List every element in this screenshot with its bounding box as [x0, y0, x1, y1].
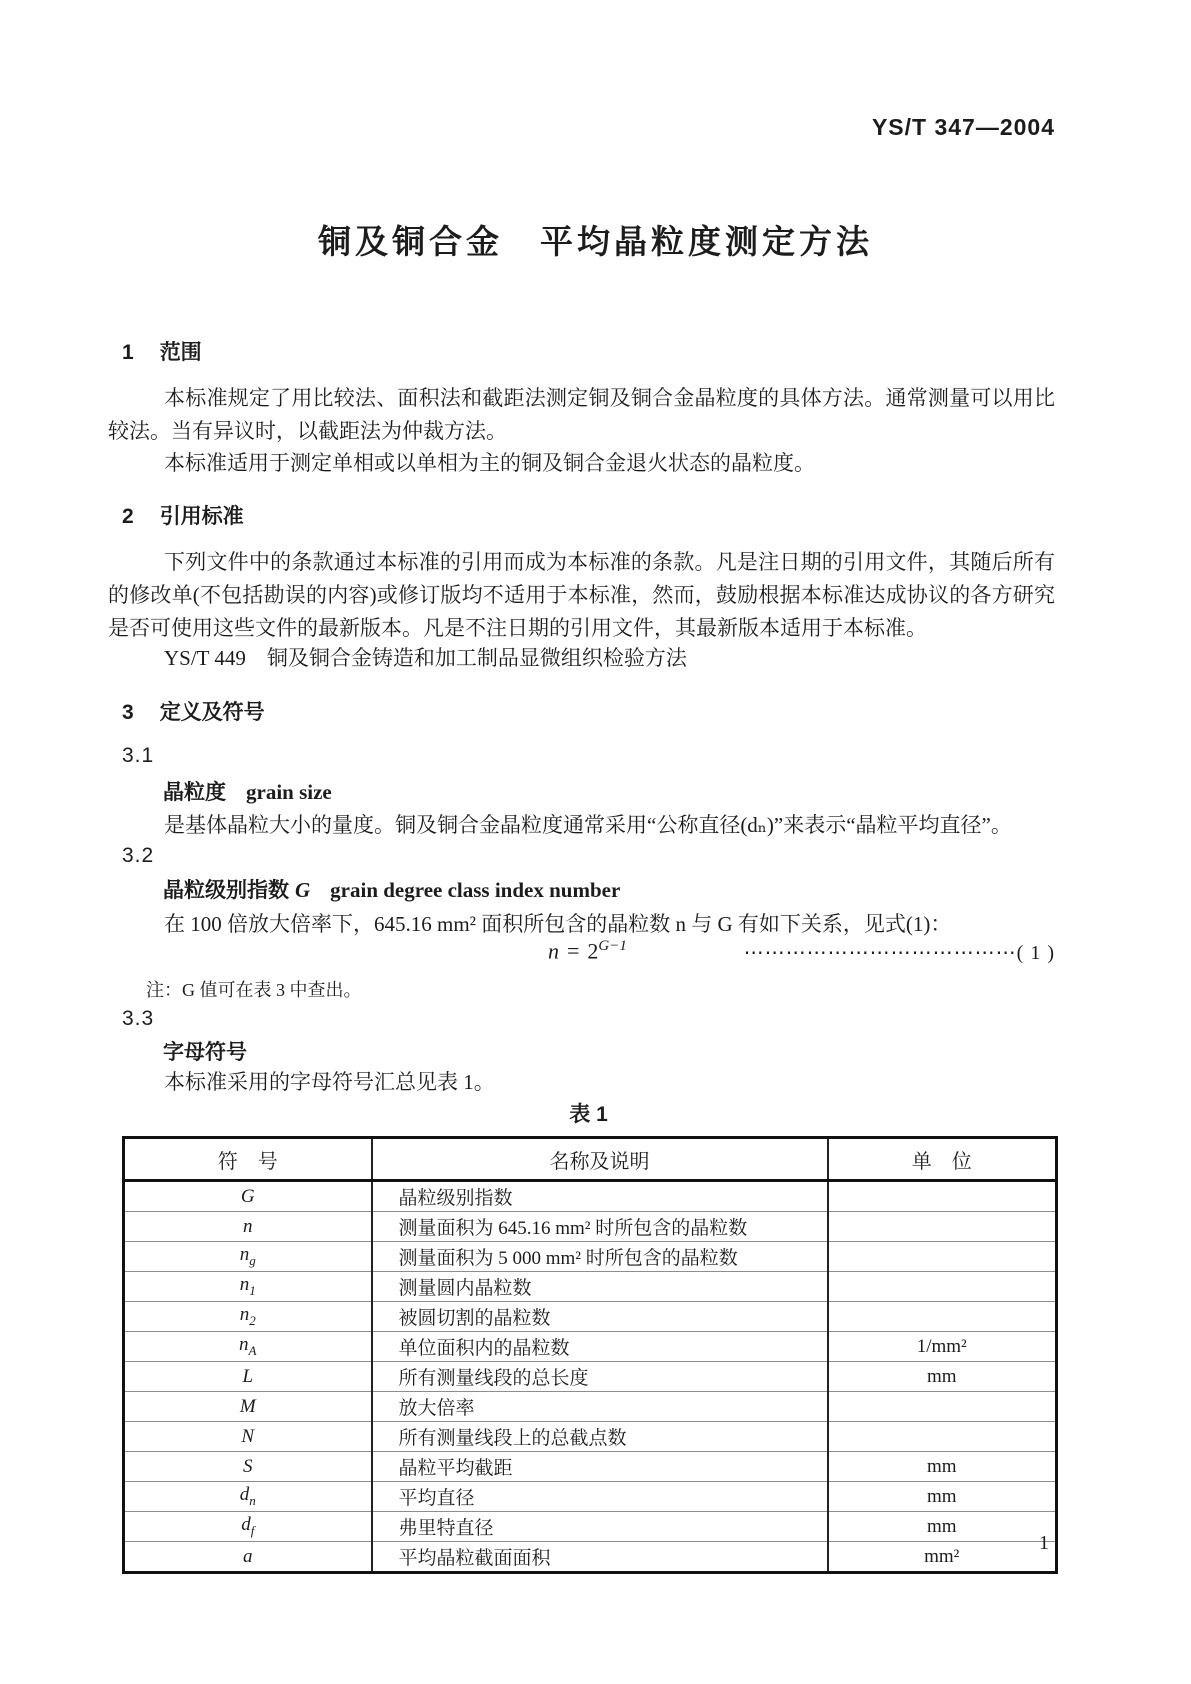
clause-3-1-term — [163, 776, 332, 806]
unit-cell: mm — [828, 1362, 1057, 1392]
section-3-title: 定义及符号 — [159, 701, 265, 724]
section-1-paragraph-2: 本标准适用于测定单相或以单相为主的铜及铜合金退火状态的晶粒度。 — [164, 451, 815, 475]
table-row — [124, 1422, 1057, 1452]
table-row — [124, 1362, 1057, 1392]
table-1-caption: 表 1 — [569, 1103, 608, 1126]
description-cell: 晶粒平均截距 — [372, 1452, 828, 1482]
clause-3-2-number: 3.2 — [122, 844, 155, 867]
description-cell: 晶粒级别指数 — [372, 1181, 828, 1212]
page-number: 1 — [1039, 1532, 1049, 1554]
clause-3-3-term — [163, 1036, 247, 1066]
section-2-number: 2 — [122, 505, 134, 528]
symbol-cell: G — [240, 1185, 255, 1207]
unit-cell — [828, 1212, 1057, 1242]
section-1-paragraph-1: 本标准规定了用比较法、面积法和截距法测定铜及铜合金晶粒度的具体方法。通常测量可以用比较法。当有异议时，以截距法为仲裁方法。 — [108, 386, 1055, 443]
symbol-cell: $d_n$ — [124, 1482, 372, 1512]
clause-3-1-number: 3.1 — [122, 744, 155, 767]
equation-equals-sign: = — [567, 938, 580, 964]
term-cn-letter-symbols: 字母符号 — [163, 1041, 247, 1064]
referenced-standard: YS/T 449 铜及铜合金铸造和加工制品显微组织检验方法 — [164, 646, 687, 670]
unit-cell — [828, 1392, 1057, 1422]
unit-cell: 1/mm² — [828, 1332, 1057, 1362]
table-row — [124, 1482, 1057, 1512]
table-1 — [122, 1136, 1055, 1574]
clause-3-2-body: 在 100 倍放大倍率下，645.16 mm² 面积所包含的晶粒数 n 与 G 有如下关系，见式(1)： — [164, 912, 952, 936]
description-cell: 测量面积为 645.16 mm² 时所包含的晶粒数 — [372, 1212, 828, 1242]
section-2-title: 引用标准 — [159, 505, 244, 528]
description-cell: 测量面积为 5 000 mm² 时所包含的晶粒数 — [372, 1242, 828, 1272]
symbol-cell: $d_f$ — [124, 1512, 372, 1542]
symbol-cell: $n_2$ — [124, 1302, 372, 1332]
clause-3-1-body: 是基体晶粒大小的量度。铜及铜合金晶粒度通常采用“公称直径(dₙ)”来表示“晶粒平均直径”。 — [164, 813, 1012, 837]
unit-cell: mm — [828, 1452, 1057, 1482]
section-3-number: 3 — [122, 701, 134, 724]
section-1-number: 1 — [122, 341, 134, 364]
table-row — [124, 1242, 1057, 1272]
description-cell: 平均晶粒截面面积 — [372, 1542, 828, 1573]
table-row — [124, 1302, 1057, 1332]
symbol-cell: M — [124, 1392, 372, 1422]
table-row — [124, 1452, 1057, 1482]
section-1-title: 范围 — [159, 341, 202, 364]
equation-lhs: n — [548, 938, 559, 964]
section-2-heading — [122, 500, 244, 530]
column-header-symbol: 符 号 — [124, 1138, 372, 1181]
table-row — [124, 1272, 1057, 1302]
symbol-cell: N — [124, 1422, 372, 1452]
equation-1 — [548, 938, 627, 964]
table1-body — [124, 1181, 1057, 1573]
description-cell: 平均直径 — [372, 1482, 828, 1512]
description-cell: 弗里特直径 — [372, 1512, 828, 1542]
unit-cell: mm — [828, 1482, 1057, 1512]
table-row — [124, 1212, 1057, 1242]
description-cell: 测量圆内晶粒数 — [372, 1272, 828, 1302]
description-cell: 放大倍率 — [372, 1392, 828, 1422]
symbol-cell: n — [124, 1212, 372, 1242]
term-en-grain-size: grain size — [246, 780, 332, 804]
table-row — [124, 1512, 1057, 1542]
symbols-table — [122, 1136, 1058, 1574]
term-cn-grain-index: 晶粒级别指数 — [163, 879, 289, 902]
clause-3-2-note: 注：G 值可在表 3 中查出。 — [146, 980, 362, 1000]
term-en-grain-index: grain degree class index number — [330, 878, 621, 902]
column-header-unit: 单 位 — [828, 1138, 1057, 1181]
clause-3-3-number: 3.3 — [122, 1007, 155, 1030]
description-cell: 被圆切割的晶粒数 — [372, 1302, 828, 1332]
description-cell: 所有测量线段的总长度 — [372, 1362, 828, 1392]
unit-cell: mm² — [828, 1542, 1057, 1573]
unit-cell: mm — [828, 1512, 1057, 1542]
table-row — [124, 1332, 1057, 1362]
symbol-cell: L — [124, 1362, 372, 1392]
term-cn-grain-size: 晶粒度 — [163, 781, 226, 804]
table-row — [124, 1181, 1057, 1212]
symbol-cell: $n_g$ — [124, 1242, 372, 1272]
clause-3-3-body: 本标准采用的字母符号汇总见表 1。 — [164, 1070, 495, 1094]
unit-cell — [828, 1422, 1057, 1452]
unit-cell — [828, 1181, 1057, 1212]
equation-1-row — [0, 938, 1191, 972]
unit-cell — [828, 1242, 1057, 1272]
description-cell: 单位面积内的晶粒数 — [372, 1332, 828, 1362]
table-row — [124, 1542, 1057, 1573]
equation-number: ( 1 ) — [1016, 942, 1055, 964]
equation-base: 2 — [587, 938, 599, 964]
section-3-heading — [122, 696, 265, 726]
table-row — [124, 1392, 1057, 1422]
symbol-cell: S — [124, 1452, 372, 1482]
section-1-heading — [122, 336, 202, 366]
term-variable-G: G — [295, 878, 311, 902]
standard-code: YS/T 347—2004 — [871, 114, 1055, 140]
description-cell: 所有测量线段上的总截点数 — [372, 1422, 828, 1452]
unit-cell — [828, 1272, 1057, 1302]
symbol-cell: $n_A$ — [124, 1332, 372, 1362]
equation-exponent: G−1 — [598, 938, 627, 954]
equation-leader-dots — [725, 940, 1055, 965]
unit-cell — [828, 1302, 1057, 1332]
section-2-paragraph-1: 下列文件中的条款通过本标准的引用而成为本标准的条款。凡是注日期的引用文件，其随后所有的修改单(不包括勘误的内容)或修订版均不适用于本标准，然而，鼓励根据本标准达成协议的各方研究是否可使用这些文件的最新版本。凡是不注日期的引用文件，其最新版本适用于本标准。 — [108, 550, 1055, 640]
symbol-cell: $n_1$ — [124, 1272, 372, 1302]
clause-3-2-term — [163, 874, 620, 904]
document-title: 铜及铜合金 平均晶粒度测定方法 — [318, 223, 873, 260]
leader-dots: ⋯⋯⋯⋯⋯⋯⋯⋯⋯⋯⋯⋯⋯ — [743, 942, 1017, 964]
symbol-cell: a — [124, 1542, 372, 1573]
table-header-row — [124, 1138, 1057, 1181]
column-header-description: 名称及说明 — [372, 1138, 828, 1181]
